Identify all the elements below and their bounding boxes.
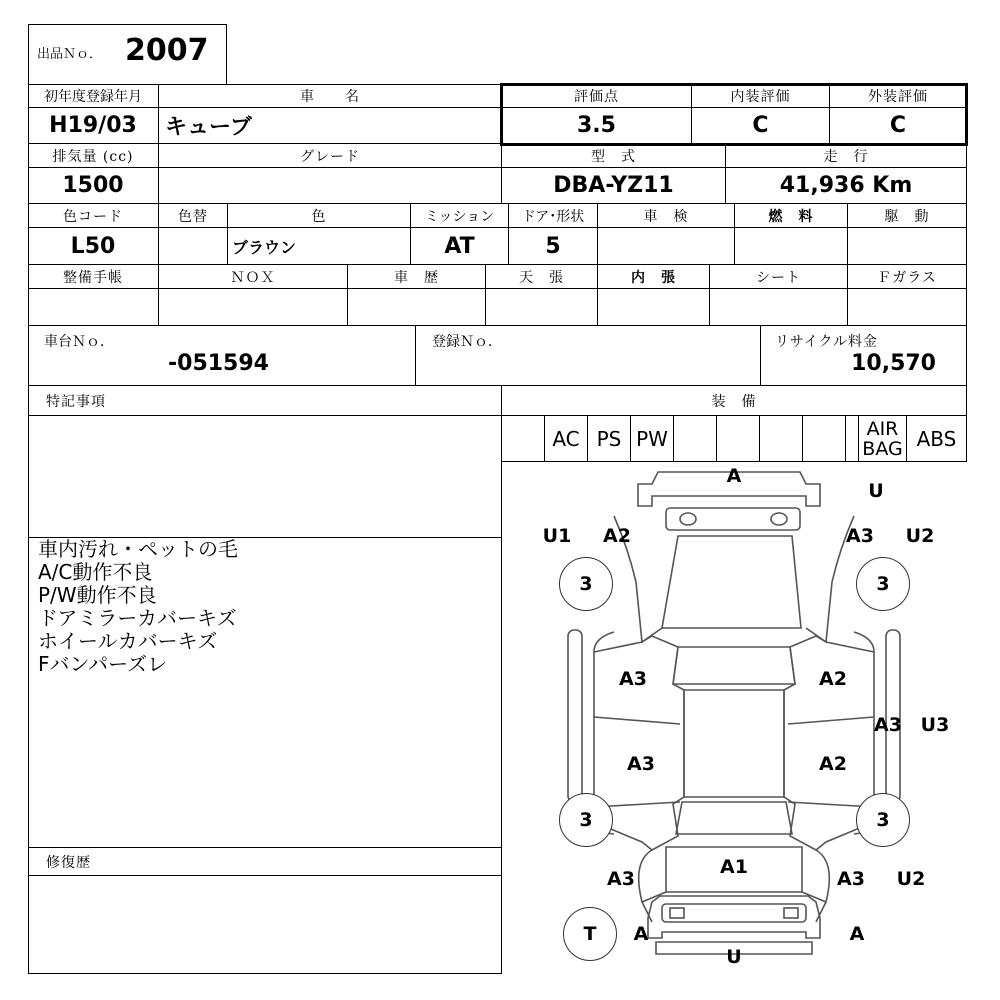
interior-header: 内装評価 <box>692 85 830 108</box>
equipment-header: 装 備 <box>502 386 967 416</box>
code-rear-u2: U2 <box>896 868 926 890</box>
note-line: A/C動作不良 <box>38 560 153 584</box>
equip-slot <box>717 416 760 462</box>
code-rear-center: A1 <box>720 856 748 878</box>
nox-header: ＮＯＸ <box>159 265 348 289</box>
chassis-value: -051594 <box>168 351 269 376</box>
recycle-cell <box>761 326 967 386</box>
exterior-header: 外装評価 <box>830 85 967 108</box>
note-line: ドアミラーカバーキズ <box>38 606 237 630</box>
lot-box <box>28 24 227 85</box>
mission-value: AT <box>411 228 509 265</box>
drive-header: 駆 動 <box>848 204 967 228</box>
code-rear-left: A3 <box>607 868 635 890</box>
exterior-value: C <box>830 108 967 144</box>
code-rear-a-left: A <box>633 923 649 945</box>
code-u1: U1 <box>542 525 572 547</box>
history-value <box>348 289 486 326</box>
chassis-label: 車台Ｎｏ． <box>44 334 114 350</box>
model-header: 型 式 <box>502 144 726 168</box>
equip-slot <box>803 416 846 462</box>
first-reg-header: 初年度登録年月 <box>28 85 159 108</box>
grade-value <box>159 168 502 204</box>
code-left-front-door: A3 <box>619 668 647 690</box>
tire-rear-left: 3 <box>559 793 613 847</box>
lot-number: 2007 <box>125 33 209 68</box>
inspection-header: 車 検 <box>598 204 735 228</box>
code-front-u: U <box>868 480 884 502</box>
rear-window-shape <box>676 802 792 834</box>
code-right-rear-door: A2 <box>819 753 847 775</box>
score-value: 3.5 <box>502 108 692 144</box>
fglass-value <box>848 289 967 326</box>
hood-shape <box>662 536 801 628</box>
equip-slot <box>846 416 859 462</box>
car-name-value: キューブ <box>159 108 502 144</box>
car-name-header: 車 名 <box>159 85 502 108</box>
maintenance-value <box>28 289 159 326</box>
tire-spare: T <box>563 907 617 961</box>
repair-area <box>28 876 502 974</box>
displacement-header: 排気量 (cc) <box>28 144 159 168</box>
chassis-cell <box>28 326 416 386</box>
equip-slot <box>502 416 545 462</box>
color-value: ブラウン <box>228 228 411 265</box>
displacement-value: 1500 <box>28 168 159 204</box>
code-rear-a-right: A <box>849 923 865 945</box>
code-u2-front-right: U2 <box>905 525 935 547</box>
lot-label: 出品Ｎｏ． <box>37 47 103 62</box>
code-left-rear-door: A3 <box>627 753 655 775</box>
mission-header: ミッション <box>411 204 509 228</box>
fuel-header: 燃 料 <box>735 204 848 228</box>
note-line: P/W動作不良 <box>38 583 157 607</box>
nox-value <box>159 289 348 326</box>
equip-ps: PS <box>588 416 631 462</box>
color-change-value <box>159 228 228 265</box>
code-right-front-door: A2 <box>819 668 847 690</box>
maintenance-header: 整備手帳 <box>28 265 159 289</box>
mileage-header: 走 行 <box>726 144 967 168</box>
code-rear-right: A3 <box>837 868 865 890</box>
notes-header: 特記事項 <box>28 386 502 416</box>
color-code-value: L50 <box>28 228 159 265</box>
equip-pw: PW <box>631 416 674 462</box>
fglass-header: Ｆガラス <box>848 265 967 289</box>
drive-value <box>848 228 967 265</box>
code-right-rear-u3: U3 <box>920 714 950 736</box>
seat-value <box>710 289 848 326</box>
seat-header: シート <box>710 265 848 289</box>
notes-blank-area <box>28 416 502 538</box>
first-reg-value: H19/03 <box>28 108 159 144</box>
inner-header: 内 張 <box>598 265 710 289</box>
grade-header: グレード <box>159 144 502 168</box>
color-header: 色 <box>228 204 411 228</box>
tire-front-right: 3 <box>856 557 910 611</box>
fuel-value <box>735 228 848 265</box>
roof-value <box>486 289 598 326</box>
score-header: 評価点 <box>502 85 692 108</box>
equip-slot <box>760 416 803 462</box>
history-header: 車 歴 <box>348 265 486 289</box>
windshield-shape <box>673 647 795 684</box>
roof-header: 天 張 <box>486 265 598 289</box>
note-line: ホイールカバーキズ <box>38 629 218 653</box>
tire-front-left: 3 <box>559 557 613 611</box>
color-code-header: 色コード <box>28 204 159 228</box>
roof-shape <box>684 690 784 797</box>
equip-ac: AC <box>545 416 588 462</box>
notes-text-area <box>28 538 502 848</box>
code-right-rear-a3: A3 <box>874 714 902 736</box>
equip-airbag: AIR BAG <box>859 416 907 462</box>
code-a3-front-right: A3 <box>846 525 874 547</box>
door-header: ドア･形状 <box>509 204 598 228</box>
equip-slot <box>674 416 717 462</box>
door-value: 5 <box>509 228 598 265</box>
model-value: DBA-YZ11 <box>502 168 726 204</box>
repair-header: 修復歴 <box>28 848 502 876</box>
registration-cell <box>416 326 761 386</box>
rear-bumper-shape <box>648 896 820 938</box>
score-block-border <box>500 83 968 146</box>
recycle-value: 10,570 <box>851 351 936 376</box>
front-grille-shape <box>666 508 800 530</box>
color-change-header: 色替 <box>159 204 228 228</box>
inner-value <box>598 289 710 326</box>
tire-rear-right: 3 <box>856 793 910 847</box>
code-a2-front-left: A2 <box>603 525 631 547</box>
note-line: Fバンパーズレ <box>38 652 168 676</box>
inspection-value <box>598 228 735 265</box>
registration-label: 登録Ｎｏ． <box>432 334 502 350</box>
interior-value: C <box>692 108 830 144</box>
recycle-label: リサイクル料金 <box>775 334 879 350</box>
mileage-value: 41,936 Km <box>726 168 967 204</box>
code-front-bumper: A <box>726 465 742 487</box>
equip-abs: ABS <box>907 416 967 462</box>
code-rear-u: U <box>726 946 742 968</box>
note-line: 車内汚れ・ペットの毛 <box>38 537 238 561</box>
